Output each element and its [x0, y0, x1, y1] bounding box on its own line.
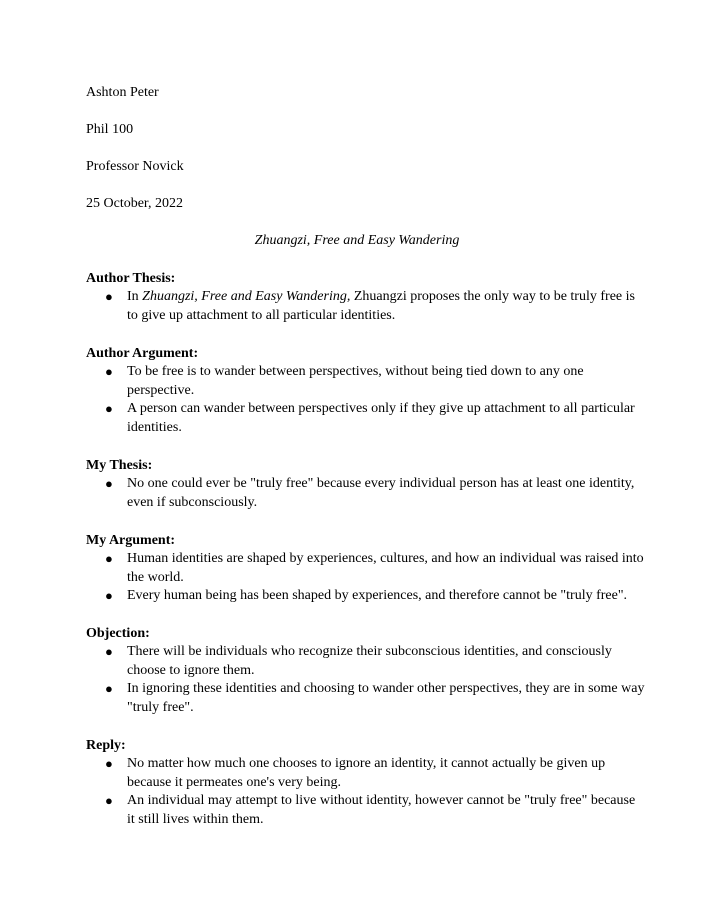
bullet-icon: ●: [105, 588, 113, 604]
bullet-icon: ●: [105, 644, 113, 659]
list-item: ● An individual may attempt to live without identity, however cannot be "truly free" because it still lives within them.: [105, 793, 636, 827]
list-item: ● Every human being has been shaped by experiences, and therefore cannot be "truly free".: [86, 587, 646, 606]
bullet-icon: ●: [105, 476, 113, 491]
bullet-list: [86, 550, 646, 606]
section-author-argument: [86, 345, 646, 437]
list-item: ● Human identities are shaped by experiences, cultures, and how an individual was raised into the world.: [105, 551, 644, 585]
section-heading: Author Argument:: [86, 346, 199, 361]
bullet-list: [86, 363, 646, 437]
section-my-argument: [86, 532, 646, 606]
bullet-icon: ●: [105, 364, 113, 379]
bullet-list: [86, 288, 646, 325]
work-title-emphasis: Zhuangzi, Free and Easy Wandering,: [142, 289, 351, 304]
bullet-icon: ●: [105, 551, 113, 566]
section-heading: Author Thesis:: [86, 271, 176, 286]
bullet-icon: ●: [105, 681, 113, 697]
list-item: ● In Zhuangzi, Free and Easy Wandering, Zhuangzi proposes the only way to be truly free is to give up attachment to all particular identities.: [105, 289, 635, 323]
bullet-icon: ●: [105, 401, 113, 417]
section-my-thesis: [86, 457, 646, 512]
author-name: Ashton Peter: [86, 85, 159, 100]
section-heading: My Thesis:: [86, 458, 153, 473]
list-item: ● No matter how much one chooses to ignore an identity, it cannot actually be given up because it permeates one's very being.: [105, 756, 606, 790]
section-heading: My Argument:: [86, 533, 176, 548]
section-author-thesis: [86, 270, 646, 325]
document-title: Zhuangzi, Free and Easy Wandering: [254, 233, 460, 248]
list-item: ● There will be individuals who recognize their subconscious identities, and consciously choose to ignore them.: [105, 644, 612, 678]
document-date: 25 October, 2022: [86, 196, 184, 211]
course-name: Phil 100: [86, 122, 134, 137]
bullet-icon: ●: [105, 756, 113, 771]
bullet-icon: ●: [105, 793, 113, 809]
bullet-list: [86, 475, 646, 512]
bullet-list: [86, 643, 646, 717]
bullet-list: [86, 755, 646, 829]
section-heading: Reply:: [86, 738, 126, 753]
list-item: ● No one could ever be "truly free" because every individual person has at least one identity, even if subconsciously.: [105, 476, 635, 510]
bullet-icon: ●: [105, 289, 113, 304]
section-objection: [86, 625, 646, 717]
professor-name: Professor Novick: [86, 159, 184, 174]
list-item: ● To be free is to wander between perspectives, without being tied down to any one perspective.: [105, 364, 584, 398]
section-reply: [86, 737, 646, 829]
list-item: ● In ignoring these identities and choosing to wander other perspectives, they are in some way "truly free".: [105, 681, 645, 715]
list-item: ● A person can wander between perspectives only if they give up attachment to all particular identities.: [105, 401, 635, 435]
section-heading: Objection:: [86, 626, 150, 641]
